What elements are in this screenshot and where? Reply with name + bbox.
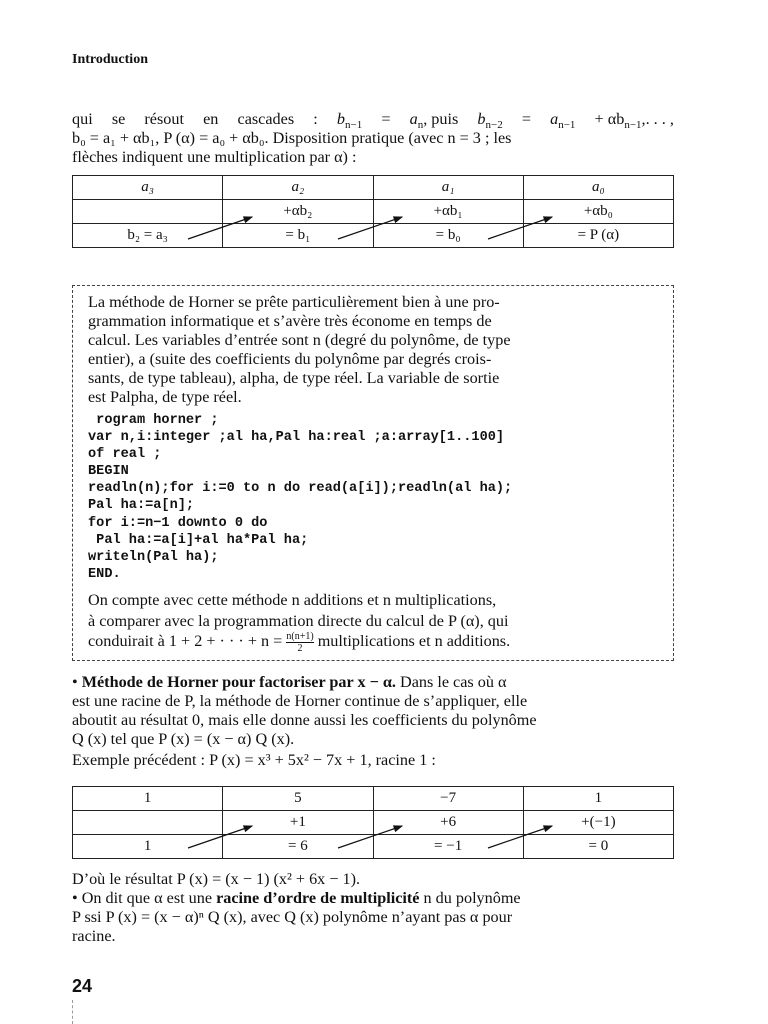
table-cell: = −1 — [373, 835, 523, 859]
code-line: Pal ha:=a[n]; — [88, 498, 195, 514]
box-conclusion — [88, 590, 658, 654]
table-row — [73, 787, 674, 811]
box-line: calcul. Les variables d’entrée sont n (degré du polynôme, de type — [88, 331, 511, 349]
box-line: La méthode de Horner se prête particulièrement bien à une pro- — [88, 293, 500, 311]
code-line: of real ; — [88, 447, 162, 463]
box-line: grammation informatique et s’avère très économe en temps de — [88, 312, 492, 330]
box-line: est Palpha, de type réel. — [88, 388, 242, 406]
table-cell: a₂ — [223, 176, 373, 200]
horner-table-example — [72, 786, 674, 859]
table-cell: −7 — [373, 787, 523, 811]
intro-line-3: flèches indiquent une multiplication par α) : — [72, 148, 357, 166]
table-cell: = 6 — [223, 835, 373, 859]
table-row — [73, 811, 674, 835]
table-row — [73, 224, 674, 248]
box-line: conduirait à 1 + 2 + · · · + n = $\frac{n(n+1)}{2}$ multiplications et n additions. — [88, 631, 511, 654]
table-cell: = b₀ — [373, 224, 523, 248]
table-cell: 1 — [73, 787, 223, 811]
intro-line-2: b₀ = a₁ + αb₁, P (α) = a₀ + αb₀. Disposition pratique (avec n = 3 ; les — [72, 129, 512, 147]
section-line: aboutit au résultat 0, mais elle donne aussi les coefficients du polynôme — [72, 711, 537, 729]
term-bold: racine d’ordre de multiplicité — [216, 889, 420, 907]
section-title-line: • Méthode de Horner pour factoriser par x − α. Dans le cas où α — [72, 673, 507, 691]
table-row — [73, 176, 674, 200]
table-cell: = 0 — [523, 835, 673, 859]
table-cell: 5 — [223, 787, 373, 811]
table-cell — [73, 200, 223, 224]
code-line: writeln(Pal ha); — [88, 549, 219, 565]
table-cell: = b₁ — [223, 224, 373, 248]
result-line: D’où le résultat P (x) = (x − 1) (x² + 6x − 1). — [72, 870, 361, 888]
code-line: var n,i:integer ;al ha,Pal ha:real ;a:array[1..100] — [88, 430, 505, 446]
multiplicity-line-1: • On dit que α est une racine d’ordre de multiplicité n du polynôme — [72, 889, 521, 907]
table-cell: +6 — [373, 811, 523, 835]
table-cell: +(−1) — [523, 811, 673, 835]
table-cell: b₂ = a₃ — [73, 224, 223, 248]
table-cell: 1 — [523, 787, 673, 811]
table-cell: = P (α) — [523, 224, 673, 248]
margin-rule — [72, 1000, 73, 1024]
section-line: est une racine de P, la méthode de Horner continue de s’appliquer, elle — [72, 692, 528, 710]
table-cell: a₁ — [373, 176, 523, 200]
table-cell: +αb₂ — [223, 200, 373, 224]
page-number: 24 — [72, 976, 93, 996]
section-factorisation — [72, 673, 674, 770]
table-cell: +αb₀ — [523, 200, 673, 224]
code-line: for i:=n−1 downto 0 do — [88, 515, 268, 531]
intro-paragraph — [72, 110, 674, 167]
pascal-code — [88, 412, 512, 583]
conclusion-paragraph — [72, 870, 674, 946]
box-line: On compte avec cette méthode n additions et n multiplications, — [88, 591, 497, 609]
table-cell — [73, 811, 223, 835]
multiplicity-line-2: P ssi P (x) = (x − α)ⁿ Q (x), avec Q (x) polynôme n’ayant pas α pour — [72, 908, 513, 926]
table-cell: +1 — [223, 811, 373, 835]
running-header: Introduction — [72, 52, 148, 67]
code-line: Pal ha:=a[i]+al ha*Pal ha; — [88, 532, 309, 548]
section-line: Q (x) tel que P (x) = (x − α) Q (x). — [72, 730, 295, 748]
table-cell: a₀ — [523, 176, 673, 200]
code-line: BEGIN — [88, 464, 129, 480]
box-line: entier), a (suite des coefficients du polynôme par degrés crois- — [88, 350, 492, 368]
box-intro — [88, 293, 658, 407]
box-line: à comparer avec la programmation directe du calcul de P (α), qui — [88, 611, 509, 630]
multiplicity-line-3: racine. — [72, 927, 116, 945]
section-title: Méthode de Horner pour factoriser par x − α. — [81, 673, 396, 691]
example-line: Exemple précédent : P (x) = x³ + 5x² − 7x + 1, racine 1 : — [72, 751, 436, 769]
table-cell: +αb₁ — [373, 200, 523, 224]
horner-table-general — [72, 175, 674, 248]
table-row — [73, 200, 674, 224]
code-line: rogram horner ; — [88, 413, 219, 428]
intro-line-1: qui se résout en cascades : $b_{n-1}$ = $a_n$, puis $b_{n-2}$ = $a_{n-1}$ + $\alpha b_{n-1}$,. . . , — [72, 110, 674, 132]
table-cell: 1 — [73, 835, 223, 859]
table-row — [73, 835, 674, 859]
code-line: readln(n);for i:=0 to n do read(a[i]);readln(al ha); — [88, 481, 513, 497]
fraction: $\frac{n(n+1)}{2}$ — [286, 631, 314, 654]
code-line: END. — [88, 566, 121, 582]
table-cell: a₃ — [73, 176, 223, 200]
box-line: sants, de type tableau), alpha, de type réel. La variable de sortie — [88, 369, 500, 387]
